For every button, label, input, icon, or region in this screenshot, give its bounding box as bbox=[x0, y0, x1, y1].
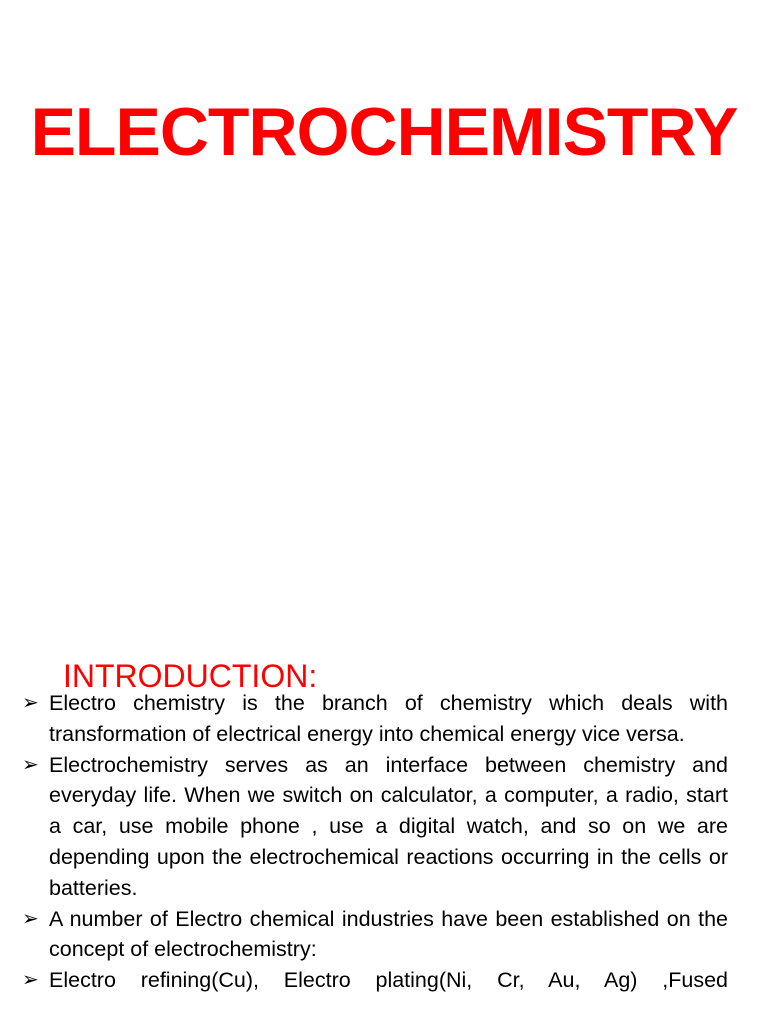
bullet-text: Electrochemistry serves as an interface between chemistry and everyday life. When we switch on calculator, a computer, a radio, start a car, use mobile phone , use a digital watch, and so on we are depending upon the electrochemical reactions occurring in the cells or batteries. bbox=[49, 752, 728, 900]
bullet-list bbox=[22, 688, 728, 996]
bullet-text: A number of Electro chemical industries have been established on the concept of electrochemistry: bbox=[49, 906, 728, 962]
bullet-item bbox=[22, 904, 728, 966]
bullet-item bbox=[22, 688, 728, 750]
arrow-bullet-icon: ➢ bbox=[22, 692, 39, 714]
section-heading-introduction: INTRODUCTION: bbox=[63, 658, 318, 694]
arrow-bullet-icon: ➢ bbox=[22, 907, 39, 930]
document-title: ELECTROCHEMISTRY bbox=[30, 94, 738, 170]
bullet-text: Electro chemistry is the branch of chemistry which deals with transformation of electrical energy into chemical energy vice versa. bbox=[49, 691, 728, 746]
bullet-item bbox=[22, 750, 728, 904]
bullet-text: Electro refining(Cu), Electro plating(Ni, Cr, Au, Ag) ,Fused bbox=[49, 968, 728, 993]
arrow-bullet-icon: ➢ bbox=[22, 753, 39, 776]
arrow-bullet-icon: ➢ bbox=[22, 969, 39, 992]
bullet-item bbox=[22, 965, 728, 996]
